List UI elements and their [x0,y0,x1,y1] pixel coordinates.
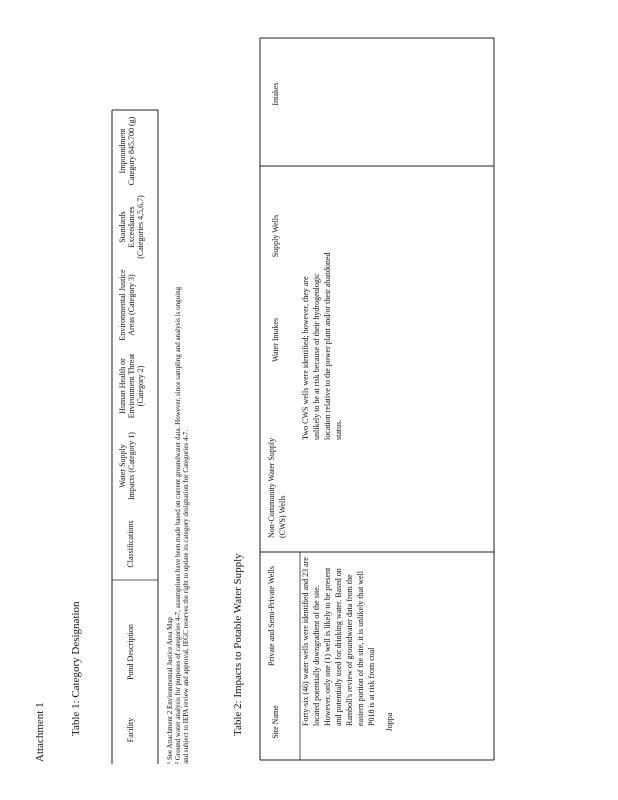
t1-header-facility: Facility [126,717,135,743]
t2-site-joppa: Joppa [385,712,394,732]
t2-supply-wells-text: Two CWS wells were identified; however, they are unlikely to be at risk because of their hydrogeologic location relative to the power plant and/or their abandoned status. [301,252,343,440]
t1-note-2: ² Ground water analysis for purposes of categories 4-7, assumptions have been made based on current groundwater data. However, since sampling and analysis is ongoing [174,286,182,764]
t2-header-site-name: Site Name [271,705,280,739]
t1-header-water-supply: Water Supply Impacts (Category 1) [118,432,136,500]
t1-header-environmental-justice: Environmental Justice Areas (Category 3) [118,269,136,341]
t1-header-classifications: Classifications [126,520,135,568]
t2-header-ncws-wells: Non-Community Water Supply (CWS) Wells [267,437,287,538]
t1-note-1: ¹ See Attachment 2 Environmental Justice Area Map [166,617,174,764]
t1-header-impoundment-category: Impoundment Category 845.700 (g) [118,116,136,186]
attachment-label: Attachment 1 [34,702,46,762]
t1-header-human-health: Human Health or Environment Threat (Category 2) [118,353,145,419]
table2-caption: Table 2: Impacts to Potable Water Supply [232,553,244,736]
t2-private-wells-text: Forty-six (46) water wells were identified and 23 are located potentially downgradient of the site. However, only one (1) well is likely to be present and potentially used for drinking water. Based on Ramboll's review of groundwater data from the eastern portion of the site, it is unlikely that well P018 is at risk from coal [301,557,376,726]
t2-header-private-wells: Private and Semi-Private Wells [267,566,276,666]
t2-header-supply-wells: Supply Wells [271,214,280,258]
t1-note-3: and subject to IEPA review and approval, IEGC reserves the right to update its category designation for Categories 4-7. [182,429,190,764]
t1-header-pond-description: Pond Description [126,624,135,680]
t1-header-standards-exceedances: Standards Exceedances (Categories 4,5,6,7) [118,195,145,259]
table1-caption: Table 1: Category Designation [70,601,82,736]
t2-header-water-intakes: Water Intakes [271,318,280,362]
t2-header-intakes: Intakes [271,82,280,106]
